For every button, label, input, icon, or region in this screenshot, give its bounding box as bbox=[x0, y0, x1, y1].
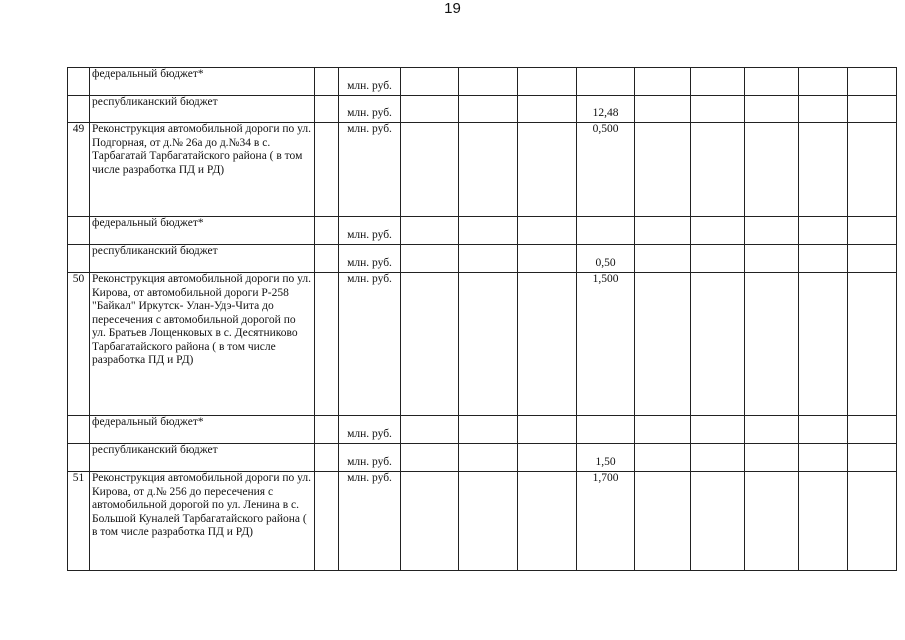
empty-cell bbox=[635, 245, 691, 273]
empty-cell bbox=[745, 68, 799, 96]
empty-cell bbox=[848, 245, 897, 273]
empty-cell bbox=[315, 123, 339, 217]
row-value: 0,500 bbox=[577, 123, 635, 217]
empty-cell bbox=[315, 68, 339, 96]
empty-cell bbox=[459, 245, 518, 273]
empty-cell bbox=[691, 416, 745, 444]
row-number: 51 bbox=[68, 472, 90, 571]
row-name: республиканский бюджет bbox=[90, 444, 315, 472]
row-unit: млн. руб. bbox=[339, 123, 401, 217]
empty-cell bbox=[745, 273, 799, 416]
empty-cell bbox=[401, 123, 459, 217]
row-name: федеральный бюджет* bbox=[90, 68, 315, 96]
table-row bbox=[68, 444, 897, 472]
row-number bbox=[68, 217, 90, 245]
table-row bbox=[68, 68, 897, 96]
empty-cell bbox=[745, 245, 799, 273]
empty-cell bbox=[691, 217, 745, 245]
row-number bbox=[68, 416, 90, 444]
empty-cell bbox=[848, 68, 897, 96]
row-value: 1,50 bbox=[577, 444, 635, 472]
row-unit: млн. руб. bbox=[339, 273, 401, 416]
empty-cell bbox=[401, 444, 459, 472]
page-number: 19 bbox=[444, 0, 461, 17]
empty-cell bbox=[745, 444, 799, 472]
empty-cell bbox=[635, 273, 691, 416]
empty-cell bbox=[401, 273, 459, 416]
empty-cell bbox=[635, 68, 691, 96]
empty-cell bbox=[691, 472, 745, 571]
empty-cell bbox=[518, 68, 577, 96]
row-value: 1,500 bbox=[577, 273, 635, 416]
table-row bbox=[68, 273, 897, 416]
row-number: 49 bbox=[68, 123, 90, 217]
row-value bbox=[577, 416, 635, 444]
empty-cell bbox=[459, 96, 518, 123]
empty-cell bbox=[799, 444, 848, 472]
table-row bbox=[68, 416, 897, 444]
table-row bbox=[68, 472, 897, 571]
table-row bbox=[68, 123, 897, 217]
empty-cell bbox=[799, 416, 848, 444]
row-name: республиканский бюджет bbox=[90, 245, 315, 273]
table-row bbox=[68, 96, 897, 123]
row-unit: млн. руб. bbox=[339, 472, 401, 571]
empty-cell bbox=[745, 123, 799, 217]
row-unit: млн. руб. bbox=[339, 217, 401, 245]
budget-table bbox=[67, 67, 897, 571]
empty-cell bbox=[635, 217, 691, 245]
row-value bbox=[577, 217, 635, 245]
empty-cell bbox=[745, 416, 799, 444]
empty-cell bbox=[315, 444, 339, 472]
empty-cell bbox=[459, 273, 518, 416]
row-name: Реконструкция автомобильной дороги по ул. Кирова, от автомобильной дороги Р-258 "Байкал" Иркутск- Улан-Удэ-Чита до пересечения с автомобильной дорогой по ул. Братьев Лощенковых в с. Десятниково Тарбагатайского района ( в том числе разработка ПД и РД) bbox=[90, 273, 315, 416]
empty-cell bbox=[459, 68, 518, 96]
empty-cell bbox=[848, 444, 897, 472]
empty-cell bbox=[799, 68, 848, 96]
empty-cell bbox=[518, 123, 577, 217]
empty-cell bbox=[848, 416, 897, 444]
empty-cell bbox=[518, 273, 577, 416]
empty-cell bbox=[799, 123, 848, 217]
empty-cell bbox=[459, 123, 518, 217]
row-value bbox=[577, 68, 635, 96]
row-unit: млн. руб. bbox=[339, 96, 401, 123]
table-row bbox=[68, 245, 897, 273]
empty-cell bbox=[401, 472, 459, 571]
empty-cell bbox=[518, 245, 577, 273]
row-name: Реконструкция автомобильной дороги по ул. Кирова, от д.№ 256 до пересечения с автомобильной дорогой по ул. Ленина в с. Большой Куналей Тарбагатайского района ( в том числе разработка ПД и РД) bbox=[90, 472, 315, 571]
table-row bbox=[68, 217, 897, 245]
empty-cell bbox=[848, 123, 897, 217]
empty-cell bbox=[459, 416, 518, 444]
row-value: 1,700 bbox=[577, 472, 635, 571]
row-name: республиканский бюджет bbox=[90, 96, 315, 123]
row-number bbox=[68, 68, 90, 96]
empty-cell bbox=[315, 273, 339, 416]
row-unit: млн. руб. bbox=[339, 444, 401, 472]
empty-cell bbox=[401, 68, 459, 96]
empty-cell bbox=[635, 123, 691, 217]
empty-cell bbox=[518, 444, 577, 472]
empty-cell bbox=[401, 416, 459, 444]
empty-cell bbox=[635, 96, 691, 123]
empty-cell bbox=[848, 96, 897, 123]
empty-cell bbox=[745, 96, 799, 123]
empty-cell bbox=[848, 273, 897, 416]
row-name: федеральный бюджет* bbox=[90, 217, 315, 245]
empty-cell bbox=[799, 96, 848, 123]
empty-cell bbox=[691, 96, 745, 123]
empty-cell bbox=[691, 123, 745, 217]
empty-cell bbox=[635, 416, 691, 444]
row-number bbox=[68, 96, 90, 123]
row-number bbox=[68, 444, 90, 472]
row-unit: млн. руб. bbox=[339, 68, 401, 96]
empty-cell bbox=[691, 444, 745, 472]
empty-cell bbox=[315, 217, 339, 245]
empty-cell bbox=[745, 472, 799, 571]
row-value: 0,50 bbox=[577, 245, 635, 273]
empty-cell bbox=[745, 217, 799, 245]
row-number bbox=[68, 245, 90, 273]
empty-cell bbox=[691, 273, 745, 416]
empty-cell bbox=[315, 416, 339, 444]
empty-cell bbox=[518, 416, 577, 444]
empty-cell bbox=[459, 217, 518, 245]
row-number: 50 bbox=[68, 273, 90, 416]
row-unit: млн. руб. bbox=[339, 245, 401, 273]
empty-cell bbox=[848, 217, 897, 245]
empty-cell bbox=[518, 472, 577, 571]
empty-cell bbox=[518, 217, 577, 245]
empty-cell bbox=[691, 68, 745, 96]
empty-cell bbox=[315, 245, 339, 273]
empty-cell bbox=[401, 217, 459, 245]
empty-cell bbox=[459, 444, 518, 472]
empty-cell bbox=[401, 96, 459, 123]
empty-cell bbox=[315, 472, 339, 571]
empty-cell bbox=[401, 245, 459, 273]
row-value: 12,48 bbox=[577, 96, 635, 123]
empty-cell bbox=[799, 273, 848, 416]
empty-cell bbox=[635, 472, 691, 571]
empty-cell bbox=[315, 96, 339, 123]
row-name: федеральный бюджет* bbox=[90, 416, 315, 444]
empty-cell bbox=[459, 472, 518, 571]
empty-cell bbox=[848, 472, 897, 571]
row-name: Реконструкция автомобильной дороги по ул. Подгорная, от д.№ 26а до д.№34 в с. Тарбагатай Тарбагатайского района ( в том числе разработка ПД и РД) bbox=[90, 123, 315, 217]
empty-cell bbox=[691, 245, 745, 273]
empty-cell bbox=[799, 245, 848, 273]
empty-cell bbox=[799, 217, 848, 245]
empty-cell bbox=[635, 444, 691, 472]
empty-cell bbox=[799, 472, 848, 571]
row-unit: млн. руб. bbox=[339, 416, 401, 444]
empty-cell bbox=[518, 96, 577, 123]
